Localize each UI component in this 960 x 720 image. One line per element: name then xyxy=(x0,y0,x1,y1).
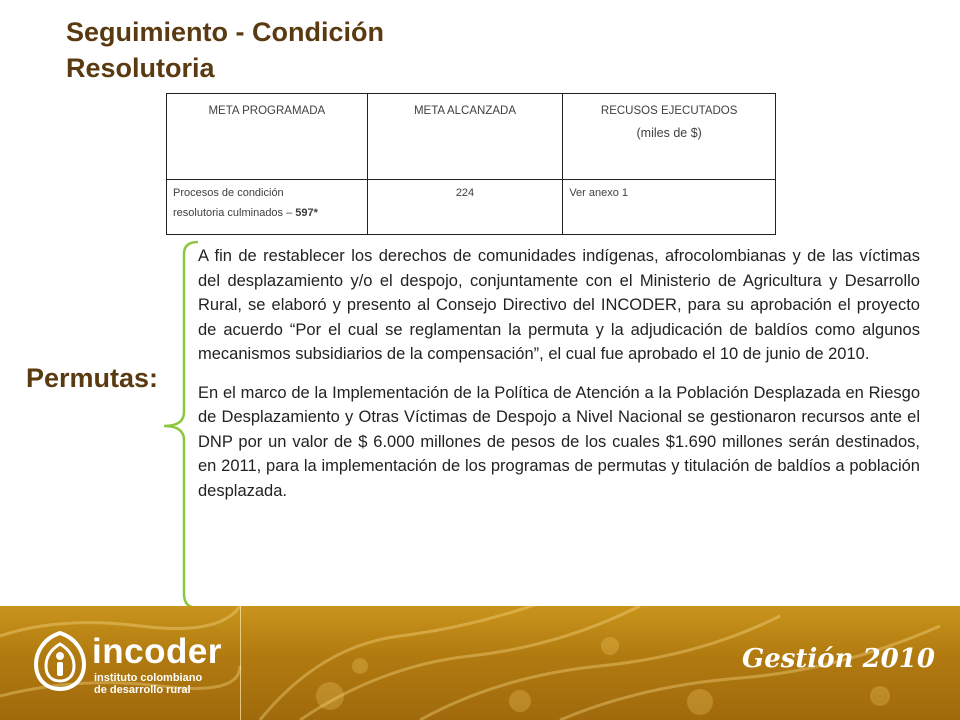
curly-bracket-icon xyxy=(162,240,202,610)
footer-band xyxy=(0,606,960,720)
table-header-row xyxy=(167,94,776,180)
brand-name: incoder xyxy=(92,632,222,671)
slide-title-line-1: Seguimiento - Condición xyxy=(66,17,384,47)
header-recursos-title: RECUSOS EJECUTADOS xyxy=(600,105,738,117)
cell-meta-programada-label: resolutoria culminados – xyxy=(173,207,296,219)
slide-title-line-2: Resolutoria xyxy=(66,53,215,83)
cell-meta-programada xyxy=(167,180,368,235)
gestion-label: Gestión 2010 xyxy=(742,644,935,674)
cell-meta-programada-line-1: Procesos de condición xyxy=(173,187,284,199)
cell-meta-programada-value: 597* xyxy=(295,207,318,219)
brand-subtitle-line-2: de desarrollo rural xyxy=(94,684,191,696)
body-text xyxy=(198,244,920,503)
paragraph-1: A fin de restablecer los derechos de comunidades indígenas, afrocolombianas y de las víctimas del desplazamiento y/o el despojo, conjuntamente con el Ministerio de Agricultura y Desarrollo Rural, se elaboró y presento al Consejo Directivo del INCODER, para su aprobación el proyecto de acuerdo “Por el cual se reglamentan la permuta y la adjudicación de baldíos como algunos mecanismos subsidiarios de la compensación”, el cual fue aprobado el 10 de junio de 2010. xyxy=(198,247,920,363)
header-meta-alcanzada: META ALCANZADA xyxy=(367,94,563,180)
cell-meta-programada-line-2 xyxy=(173,203,361,223)
paragraph-2: En el marco de la Implementación de la Política de Atención a la Población Desplazada en Riesgo de Desplazamiento y Otras Víctimas de Despojo a Nivel Nacional se gestionaron recursos ante el DNP por un valor de $ 6.000 millones de pesos de los cuales $1.690 millones serán destinados, en 2011, para la implementación de los programas de permutas y titulación de baldíos a población desplazada. xyxy=(198,383,920,500)
section-label-permutas: Permutas: xyxy=(26,363,159,393)
slide-title xyxy=(66,14,546,86)
cell-recursos: Ver anexo 1 xyxy=(563,180,776,235)
incoder-logo-icon xyxy=(30,630,90,692)
header-recursos xyxy=(563,94,776,180)
header-recursos-unit: (miles de $) xyxy=(636,126,702,140)
cell-meta-alcanzada: 224 xyxy=(367,180,563,235)
brand-subtitle-line-1: instituto colombiano xyxy=(94,672,203,684)
table-row xyxy=(167,180,776,235)
goals-table xyxy=(166,93,776,235)
header-meta-programada: META PROGRAMADA xyxy=(167,94,368,180)
footer-divider xyxy=(240,606,241,720)
